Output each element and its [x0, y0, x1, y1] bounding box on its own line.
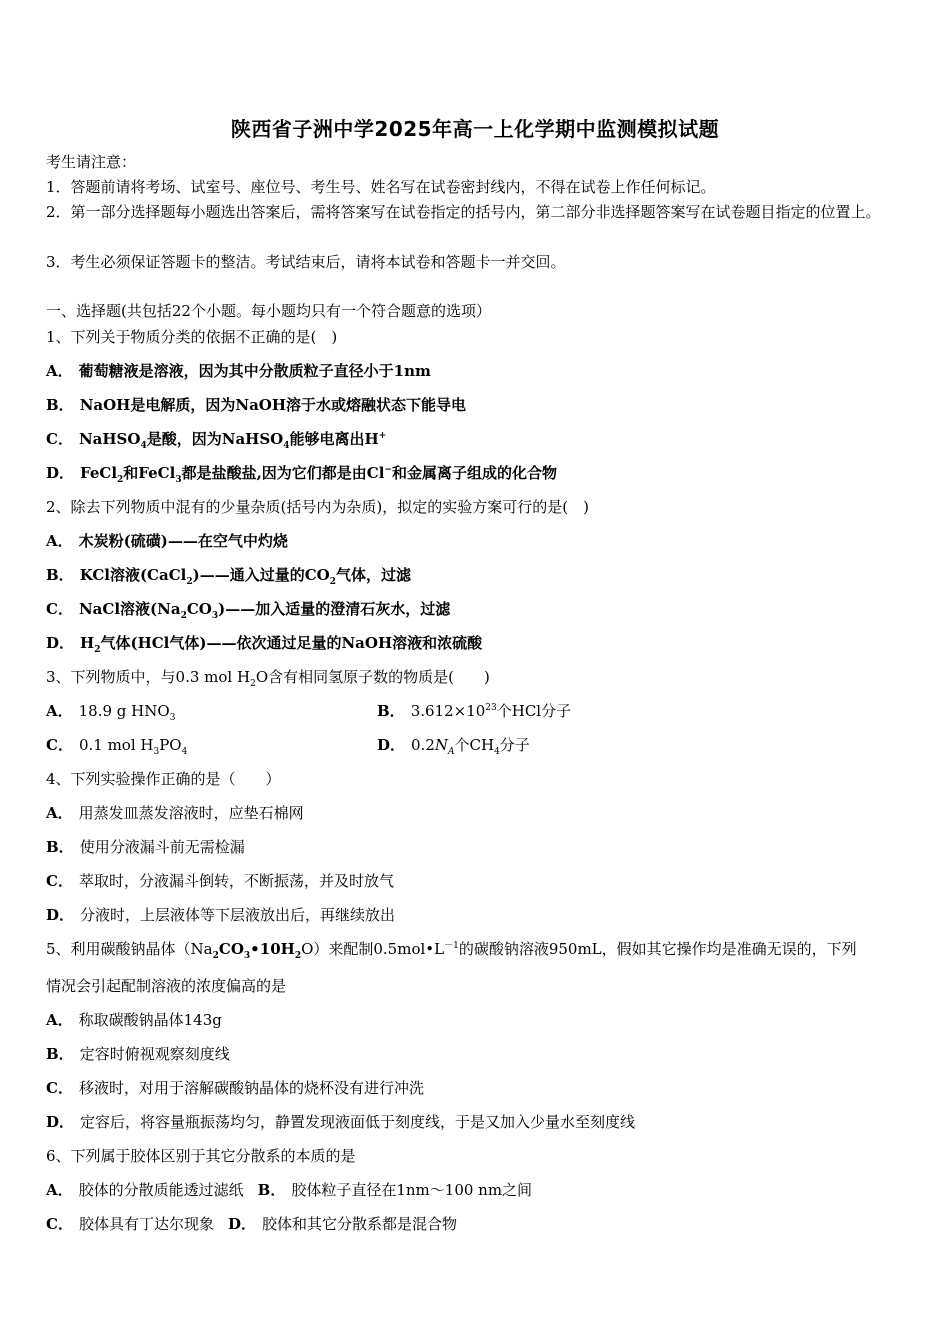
option-text: 气体(HCl气体)——依次通过足量的NaOH溶液和浓硫酸: [100, 634, 483, 652]
option-text: 0.1 mol H: [78, 736, 154, 754]
option-text: 个CH: [454, 736, 495, 754]
subscript: 4: [181, 747, 188, 757]
option-text: 萃取时，分液漏斗倒转，不断振荡，并及时放气: [78, 872, 394, 890]
question-5-option-b: [46, 1044, 230, 1064]
question-1-option-d: [46, 463, 557, 483]
notice-heading: 考生请注意：: [46, 153, 137, 171]
question-5-option-d: [46, 1112, 635, 1132]
option-label: A．: [46, 1011, 73, 1029]
question-4-stem: 4、下列实验操作正确的是（ ）: [46, 770, 281, 788]
avogadro-symbol: N: [434, 736, 448, 754]
option-text: 都是盐酸盐,因为它们都是由Cl: [181, 464, 385, 482]
question-3-stem: [46, 667, 490, 687]
notice-item-3: 3．考生必须保证答题卡的整洁。考试结束后，请将本试卷和答题卡一并交回。: [46, 253, 566, 271]
question-3-option-c: [46, 735, 187, 755]
option-text: 用蒸发皿蒸发溶液时，应垫石棉网: [78, 804, 304, 822]
option-text: 和FeCl: [123, 464, 176, 482]
question-6-options-ab: [46, 1180, 532, 1200]
option-text: 定容后，将容量瓶振荡均匀，静置发现液面低于刻度线，于是又加入少量水至刻度线: [80, 1113, 636, 1131]
question-3-option-a: [46, 701, 175, 721]
question-5-option-a: [46, 1010, 222, 1030]
question-4-option-b: [46, 837, 245, 857]
question-1-option-a: [46, 361, 431, 381]
stem-text: •10H: [250, 940, 295, 958]
option-label: C．: [46, 1215, 73, 1233]
option-text: FeCl: [80, 464, 118, 482]
option-text: 能够电离出H: [289, 430, 379, 448]
subscript: 2: [180, 611, 187, 621]
option-text: PO: [159, 736, 182, 754]
option-text: 胶体粒子直径在1nm～100 nm之间: [291, 1181, 533, 1199]
question-6-options-cd: [46, 1214, 457, 1234]
option-label: C．: [46, 872, 73, 890]
question-1-option-c: [46, 429, 386, 449]
section-header: 一、选择题(共包括22个小题。每小题均只有一个符合题意的选项）: [46, 302, 491, 320]
option-label: C．: [46, 600, 73, 618]
subscript: 4: [494, 747, 500, 757]
superscript: 23: [485, 703, 497, 713]
option-text: H: [80, 634, 95, 652]
option-label: A．: [46, 1181, 73, 1199]
option-label: B．: [377, 702, 405, 720]
question-1-stem: 1、下列关于物质分类的依据不正确的是( ): [46, 328, 338, 346]
option-label: D．: [46, 906, 75, 924]
stem-text: O）来配制0.5mol•L: [301, 940, 445, 958]
option-text: )——加入适量的澄清石灰水，过滤: [218, 600, 451, 618]
option-text: 气体，过滤: [336, 566, 412, 584]
subscript: 2: [117, 475, 124, 485]
option-text: 胶体具有丁达尔现象: [78, 1215, 214, 1233]
subscript: 2: [212, 951, 219, 961]
option-text: )——通入过量的CO: [192, 566, 330, 584]
question-5-stem: [46, 939, 857, 959]
question-2-option-a: [46, 531, 288, 551]
option-text: 0.2: [411, 736, 435, 754]
question-4-option-a: [46, 803, 304, 823]
subscript: 3: [169, 713, 176, 723]
stem-text: 3、下列物质中，与0.3 mol H: [46, 668, 251, 686]
subscript: 2: [329, 577, 336, 587]
option-label: C．: [46, 736, 73, 754]
option-label: C．: [46, 430, 73, 448]
question-6-stem: 6、下列属于胶体区别于其它分散系的本质的是: [46, 1147, 356, 1165]
option-label: D．: [227, 1215, 256, 1233]
option-label: B．: [46, 396, 74, 414]
question-2-stem: 2、除去下列物质中混有的少量杂质(括号内为杂质)，拟定的实验方案可行的是( ): [46, 498, 589, 516]
subscript: 2: [250, 679, 256, 689]
option-text: 3.612×10: [410, 702, 486, 720]
notice-item-1: 1．答题前请将考场、试室号、座位号、考生号、姓名写在试卷密封线内，不得在试卷上作任何标记。: [46, 178, 716, 196]
page-title: 陕西省子洲中学2025年高一上化学期中监测模拟试题: [230, 117, 720, 141]
option-label: B．: [46, 1045, 74, 1063]
option-text: 葡萄糖液是溶液，因为其中分散质粒子直径小于1nm: [78, 362, 431, 380]
option-text: CO: [186, 600, 212, 618]
option-text: NaOH是电解质，因为NaOH溶于水或熔融状态下能导电: [79, 396, 467, 414]
question-4-option-d: [46, 905, 395, 925]
question-2-option-c: [46, 599, 450, 619]
option-text: NaHSO: [78, 430, 141, 448]
option-text: 使用分液漏斗前无需检漏: [79, 838, 245, 856]
superscript: −: [384, 465, 392, 475]
subscript: 4: [140, 441, 147, 451]
option-label: A．: [46, 804, 73, 822]
question-1-option-b: [46, 395, 466, 415]
notice-item-2: 2．第一部分选择题每小题选出答案后，需将答案写在试卷指定的括号内，第二部分非选择题答案写在试卷题目指定的位置上。: [46, 203, 881, 221]
question-3-option-d: [377, 735, 530, 755]
option-text: 木炭粉(硫磺)——在空气中灼烧: [78, 532, 288, 550]
subscript: 4: [283, 441, 290, 451]
question-2-option-d: [46, 633, 482, 653]
subscript: 2: [294, 951, 302, 961]
option-label: A．: [46, 362, 73, 380]
subscript: 3: [175, 475, 182, 485]
question-3-option-b: [377, 701, 571, 721]
subscript: 2: [186, 577, 193, 587]
option-label: C．: [46, 1079, 73, 1097]
option-label: D．: [46, 1113, 75, 1131]
stem-text: O含有相同氢原子数的物质是( ): [255, 668, 490, 686]
option-text: 和金属离子组成的化合物: [392, 464, 558, 482]
question-4-option-c: [46, 871, 394, 891]
option-label: D．: [377, 736, 406, 754]
option-label: D．: [46, 464, 75, 482]
option-text: KCl溶液(CaCl: [79, 566, 187, 584]
option-text: 定容时俯视观察刻度线: [79, 1045, 230, 1063]
stem-text: CO: [218, 940, 244, 958]
superscript: －1: [444, 941, 459, 951]
stem-text: 的碳酸钠溶液950mL，假如其它操作均是准确无误的，下列: [458, 940, 857, 958]
subscript: 3: [211, 611, 219, 621]
option-text: 是酸，因为NaHSO: [146, 430, 284, 448]
option-label: D．: [46, 634, 75, 652]
option-text: 18.9 g HNO: [78, 702, 170, 720]
subscript: 3: [243, 951, 251, 961]
question-5-option-c: [46, 1078, 424, 1098]
option-label: A．: [46, 532, 73, 550]
option-label: B．: [46, 838, 74, 856]
superscript: +: [378, 431, 387, 441]
subscript: 2: [94, 645, 101, 655]
stem-text: 5、利用碳酸钠晶体（Na: [46, 940, 213, 958]
option-text: NaCl溶液(Na: [78, 600, 181, 618]
option-text: 个HCl分子: [496, 702, 572, 720]
subscript: A: [448, 747, 455, 757]
option-label: B．: [46, 566, 74, 584]
question-2-option-b: [46, 565, 411, 585]
option-text: 移液时，对用于溶解碳酸钠晶体的烧杯没有进行冲洗: [78, 1079, 424, 1097]
subscript: 3: [153, 747, 160, 757]
option-text: 胶体的分散质能透过滤纸: [78, 1181, 244, 1199]
option-label: B．: [257, 1181, 286, 1199]
option-text: 胶体和其它分散系都是混合物: [261, 1215, 457, 1233]
option-text: 称取碳酸钠晶体143g: [78, 1011, 222, 1029]
option-label: A．: [46, 702, 73, 720]
option-text: 分子: [499, 736, 530, 754]
option-text: 分液时，上层液体等下层液放出后，再继续放出: [80, 906, 396, 924]
question-5-stem-line-2: 情况会引起配制溶液的浓度偏高的是: [46, 977, 287, 995]
